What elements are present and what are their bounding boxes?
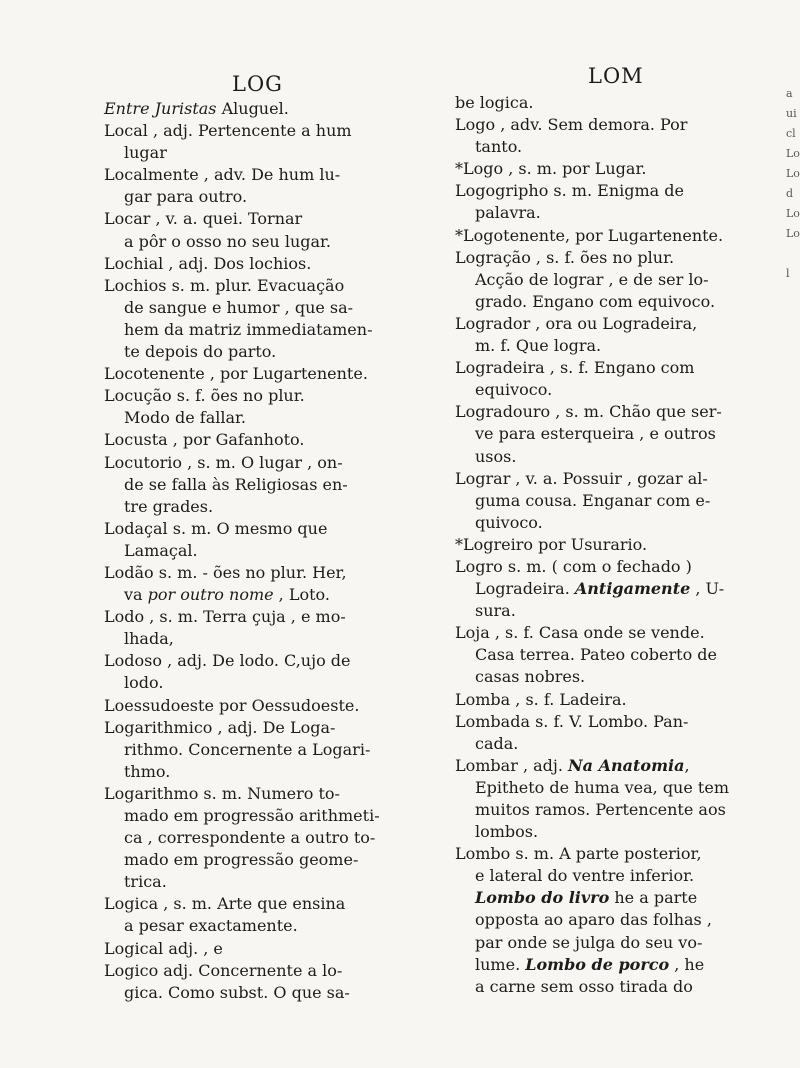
- entry-line: [455, 954, 767, 976]
- entry-line: Local , adj. Pertencente a hum: [104, 121, 352, 141]
- entry-line: trica.: [124, 872, 167, 892]
- entry-line: Casa terrea. Pateo coberto de: [475, 645, 718, 665]
- entry-line: Lodoso , adj. De lodo. C,ujo de: [104, 651, 351, 671]
- emphasized-text: Lombo do livro: [475, 888, 610, 908]
- dictionary-entry: [104, 650, 434, 694]
- dictionary-entry: [455, 843, 767, 998]
- entry-line: Locutorio , s. m. O lugar , on-: [104, 452, 343, 472]
- entry-line: *Logotenente, por Lugartenente.: [455, 225, 724, 245]
- emphasized-text: Lombo de porco: [525, 954, 670, 974]
- entry-line: par onde se julga do seu vo-: [475, 932, 703, 952]
- entry-line: equivoco.: [475, 380, 553, 400]
- entry-line: Logico adj. Concernente a lo-: [104, 960, 343, 980]
- entry-line: Lodaçal s. m. O mesmo que: [104, 518, 328, 538]
- dictionary-entry: [455, 468, 767, 534]
- dictionary-entry: [455, 180, 767, 224]
- dictionary-entry: [104, 385, 434, 429]
- dictionary-entry: [104, 275, 434, 363]
- entry-text: , U-: [690, 579, 725, 599]
- entry-line: Locotenente , por Lugartenente.: [104, 364, 368, 384]
- dictionary-entry: [455, 534, 767, 556]
- entry-line: tre grades.: [124, 496, 214, 516]
- entry-line: grado. Engano com equivoco.: [475, 291, 716, 311]
- entry-line: hem da matriz immediatamen-: [124, 319, 373, 339]
- entry-line: *Logreiro por Usurario.: [455, 534, 648, 554]
- edge-fragment: Lo: [786, 227, 800, 240]
- entry-line: Lomba , s. f. Ladeira.: [455, 689, 627, 709]
- dictionary-entry: [104, 893, 434, 937]
- entry-line: Locar , v. a. quei. Tornar: [104, 209, 303, 229]
- entry-line: e lateral do ventre inferior.: [475, 866, 695, 886]
- edge-fragment: ui: [786, 107, 797, 120]
- entry-line: [104, 584, 434, 606]
- left-column-header: LOG: [232, 72, 283, 96]
- dictionary-entry: [455, 556, 767, 622]
- dictionary-entry: [104, 253, 434, 275]
- entry-text: Logradeira.: [475, 579, 575, 599]
- emphasized-text: Entre Juristas: [104, 99, 217, 118]
- entry-line: Epitheto de huma vea, que tem: [475, 777, 729, 797]
- entry-line: Lograr , v. a. Possuir , gozar al-: [455, 468, 708, 488]
- dictionary-entry: [104, 429, 434, 451]
- dictionary-entry: [455, 313, 767, 357]
- right-column: [455, 92, 767, 998]
- entry-text: he a parte: [609, 888, 698, 908]
- entry-line: Logarithmo s. m. Numero to-: [104, 783, 340, 803]
- edge-fragment: Lo: [786, 147, 800, 160]
- entry-line: Lochios s. m. plur. Evacuação: [104, 275, 345, 295]
- entry-line: opposta ao aparo das folhas ,: [475, 910, 712, 930]
- entry-line: de se falla às Religiosas en-: [124, 474, 348, 494]
- entry-line: Logarithmico , adj. De Loga-: [104, 717, 336, 737]
- entry-line: Logradeira , s. f. Engano com: [455, 358, 695, 378]
- entry-line: de sangue e humor , que sa-: [124, 297, 354, 317]
- dictionary-entry: [104, 938, 434, 960]
- dictionary-entry: [455, 225, 767, 247]
- entry-line: Localmente , adv. De hum lu-: [104, 165, 341, 185]
- entry-line: Lochial , adj. Dos lochios.: [104, 253, 312, 273]
- entry-line: mado em progressão arithmeti-: [124, 806, 380, 825]
- edge-fragment: Lo: [786, 207, 800, 220]
- emphasized-text: por outro nome: [147, 585, 274, 605]
- dictionary-entry: [104, 606, 434, 650]
- dictionary-entry: [104, 960, 434, 1004]
- entry-line: Logogripho s. m. Enigma de: [455, 181, 684, 201]
- left-column: [104, 98, 434, 1004]
- entry-line: [455, 887, 767, 909]
- dictionary-entry: [455, 711, 767, 755]
- entry-line: [455, 578, 767, 600]
- dictionary-entry: [104, 363, 434, 385]
- entry-line: m. f. Que logra.: [475, 336, 602, 356]
- entry-line: cada.: [475, 733, 519, 753]
- dictionary-entry: [104, 717, 434, 783]
- entry-line: a pôr o osso no seu lugar.: [124, 231, 331, 251]
- dictionary-entry: [104, 452, 434, 518]
- entry-line: [104, 98, 434, 120]
- dictionary-entry: [104, 98, 434, 120]
- entry-line: palavra.: [475, 203, 541, 223]
- entry-line: casas nobres.: [475, 667, 586, 687]
- dictionary-entry: [455, 622, 767, 688]
- right-column-header: LOM: [588, 64, 644, 88]
- entry-line: be logica.: [455, 93, 534, 112]
- emphasized-text: Na Anatomia: [568, 755, 685, 775]
- entry-line: Lombo s. m. A parte posterior,: [455, 844, 702, 864]
- entry-line: Logro s. m. ( com o fechado ): [455, 556, 692, 576]
- dictionary-entry: [104, 518, 434, 562]
- entry-line: Logo , adv. Sem demora. Por: [455, 115, 688, 135]
- entry-line: ca , correspondente a outro to-: [124, 828, 376, 848]
- entry-line: thmo.: [124, 761, 171, 781]
- entry-text: , he: [669, 954, 705, 974]
- dictionary-entry: [104, 695, 434, 717]
- entry-line: guma cousa. Enganar com e-: [475, 490, 711, 510]
- entry-line: lugar: [124, 143, 167, 163]
- entry-text: , Loto.: [273, 585, 330, 605]
- dictionary-entry: [455, 158, 767, 180]
- adjacent-page-edge: [786, 84, 800, 374]
- entry-line: Acção de lograr , e de ser lo-: [475, 269, 709, 289]
- entry-line: gar para outro.: [124, 187, 248, 207]
- entry-line: tanto.: [475, 137, 523, 157]
- entry-line: sura.: [475, 601, 516, 621]
- entry-line: Logical adj. , e: [104, 938, 223, 958]
- entry-line: rithmo. Concernente a Logari-: [124, 739, 371, 759]
- entry-line: Lodão s. m. - ões no plur. Her,: [104, 562, 347, 582]
- dictionary-entry: [455, 755, 767, 843]
- entry-line: *Logo , s. m. por Lugar.: [455, 159, 647, 179]
- entry-line: ve para esterqueira , e outros: [475, 424, 716, 444]
- edge-fragment: [786, 244, 800, 264]
- emphasized-text: Antigamente: [574, 579, 691, 599]
- edge-fragment: d: [786, 187, 794, 200]
- entry-line: [455, 755, 767, 777]
- entry-text: ,: [684, 755, 690, 775]
- entry-line: muitos ramos. Pertencente aos: [475, 800, 726, 819]
- entry-line: a carne sem osso tirada do: [475, 976, 693, 996]
- entry-line: Logrador , ora ou Logradeira,: [455, 313, 698, 333]
- entry-line: Loja , s. f. Casa onde se vende.: [455, 623, 705, 643]
- edge-fragment: Lo: [786, 167, 800, 180]
- dictionary-entry: [104, 164, 434, 208]
- dictionary-entry: [455, 357, 767, 401]
- edge-fragment: a: [786, 87, 793, 100]
- entry-line: Locução s. f. ões no plur.: [104, 386, 305, 406]
- entry-line: mado em progressão geome-: [124, 850, 359, 870]
- entry-line: Lombada s. f. V. Lombo. Pan-: [455, 711, 689, 731]
- entry-line: a pesar exactamente.: [124, 916, 298, 936]
- entry-line: Logica , s. m. Arte que ensina: [104, 894, 346, 914]
- entry-line: te depois do parto.: [124, 342, 277, 362]
- entry-line: Logração , s. f. ões no plur.: [455, 247, 675, 267]
- dictionary-entry: [455, 247, 767, 313]
- entry-line: lhada,: [124, 629, 174, 649]
- entry-line: Locusta , por Gafanhoto.: [104, 430, 305, 450]
- entry-line: Modo de fallar.: [124, 408, 246, 428]
- edge-fragment: l: [786, 267, 790, 280]
- entry-line: Lamaçal.: [124, 540, 198, 560]
- entry-line: quivoco.: [475, 512, 543, 532]
- entry-line: usos.: [475, 446, 517, 466]
- edge-fragment: cl: [786, 127, 796, 140]
- entry-text: Aluguel.: [216, 99, 289, 118]
- entry-line: lodo.: [124, 673, 164, 693]
- dictionary-entry: [104, 120, 434, 164]
- entry-line: Lodo , s. m. Terra çuja , e mo-: [104, 607, 346, 627]
- dictionary-entry: [104, 208, 434, 252]
- entry-line: Loessudoeste por Oessudoeste.: [104, 695, 360, 715]
- entry-text: va: [124, 585, 148, 605]
- entry-text: lume.: [475, 954, 526, 974]
- dictionary-entry: [455, 401, 767, 467]
- entry-text: Lombar , adj.: [455, 755, 569, 775]
- entry-line: gica. Como subst. O que sa-: [124, 982, 350, 1002]
- dictionary-entry: [104, 783, 434, 893]
- entry-line: lombos.: [475, 822, 539, 842]
- dictionary-entry: [104, 562, 434, 606]
- dictionary-entry: [455, 114, 767, 158]
- entry-line: Logradouro , s. m. Chão que ser-: [455, 402, 722, 422]
- dictionary-entry: [455, 689, 767, 711]
- dictionary-entry: [455, 92, 767, 114]
